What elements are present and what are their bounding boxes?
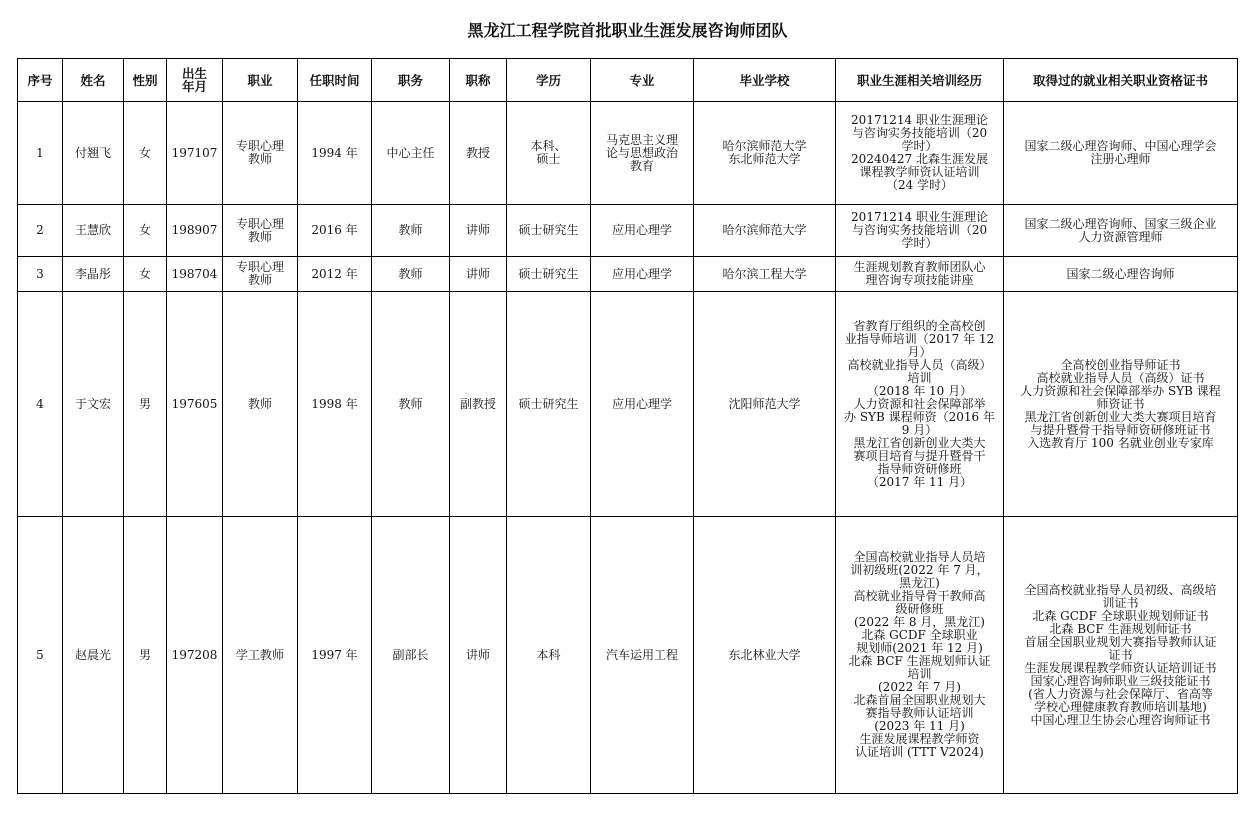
cell-start-year: 1994 年 <box>298 102 372 205</box>
cell-start-year: 1997 年 <box>298 517 372 794</box>
staff-table <box>17 58 1238 794</box>
header-education: 学历 <box>507 59 591 102</box>
cell-title: 讲师 <box>450 205 507 257</box>
cell-title: 副教授 <box>450 292 507 517</box>
cell-certificates: 全国高校就业指导人员初级、高级培 训证书 北森 GCDF 全球职业规划师证书 北森 BCF 生涯规划师证书 首届全国职业规划大赛指导教师认证 证书 生涯发展课程教学师资认证培训证书 国家心理咨询师职业三级技能证书 (省人力资源与社会保障厅、省高等 学校心理健康教育教师培训基地) 中国心理卫生协会心理咨询师证书 <box>1004 517 1238 794</box>
header-start-year: 任职时间 <box>298 59 372 102</box>
cell-certificates: 全高校创业指导师证书 高校就业指导人员（高级）证书 人力资源和社会保障部举办 SYB 课程 师资证书 黑龙江省创新创业大类大赛项目培育 与提升暨骨干指导师资研修班证书 入选教育厅 100 名就业创业专家库 <box>1004 292 1238 517</box>
header-major: 专业 <box>591 59 694 102</box>
cell-gender: 女 <box>124 205 167 257</box>
cell-index: 2 <box>18 205 63 257</box>
cell-gender: 女 <box>124 102 167 205</box>
cell-major: 应用心理学 <box>591 257 694 292</box>
header-index: 序号 <box>18 59 63 102</box>
cell-training: 省教育厅组织的全高校创 业指导师培训（2017 年 12 月） 高校就业指导人员（高级） 培训 （2018 年 10 月） 人力资源和社会保障部举 办 SYB 课程师资（2016 年 9 月） 黑龙江省创新创业大类大 赛项目培育与提升暨骨干 指导师资研修班 （2017 年 11 月） <box>836 292 1004 517</box>
cell-occupation: 专职心理 教师 <box>223 102 298 205</box>
cell-certificates: 国家二级心理咨询师、中国心理学会 注册心理师 <box>1004 102 1238 205</box>
cell-education: 本科 <box>507 517 591 794</box>
table-row <box>18 257 1238 292</box>
cell-education: 本科、 硕士 <box>507 102 591 205</box>
cell-birth: 197605 <box>167 292 223 517</box>
cell-school: 哈尔滨师范大学 <box>694 205 836 257</box>
cell-major: 应用心理学 <box>591 292 694 517</box>
header-school: 毕业学校 <box>694 59 836 102</box>
cell-gender: 女 <box>124 257 167 292</box>
cell-occupation: 专职心理 教师 <box>223 257 298 292</box>
cell-major: 马克思主义理 论与思想政治 教育 <box>591 102 694 205</box>
page-title: 黑龙江工程学院首批职业生涯发展咨询师团队 <box>467 21 788 40</box>
cell-position: 中心主任 <box>372 102 450 205</box>
cell-position: 教师 <box>372 292 450 517</box>
cell-education: 硕士研究生 <box>507 257 591 292</box>
cell-birth: 197208 <box>167 517 223 794</box>
cell-name: 于文宏 <box>63 292 124 517</box>
cell-name: 王慧欣 <box>63 205 124 257</box>
table-row <box>18 205 1238 257</box>
cell-major: 汽车运用工程 <box>591 517 694 794</box>
header-position: 职务 <box>372 59 450 102</box>
cell-school: 哈尔滨师范大学 东北师范大学 <box>694 102 836 205</box>
cell-certificates: 国家二级心理咨询师 <box>1004 257 1238 292</box>
cell-education: 硕士研究生 <box>507 205 591 257</box>
header-title: 职称 <box>450 59 507 102</box>
cell-certificates: 国家二级心理咨询师、国家三级企业 人力资源管理师 <box>1004 205 1238 257</box>
cell-school: 东北林业大学 <box>694 517 836 794</box>
cell-title: 教授 <box>450 102 507 205</box>
header-birth: 出生 年月 <box>167 59 223 102</box>
cell-index: 4 <box>18 292 63 517</box>
cell-start-year: 2012 年 <box>298 257 372 292</box>
cell-education: 硕士研究生 <box>507 292 591 517</box>
cell-training: 20171214 职业生涯理论 与咨询实务技能培训（20 学时） 20240427 北森生涯发展 课程教学师资认证培训 （24 学时） <box>836 102 1004 205</box>
cell-training: 生涯规划教育教师团队心 理咨询专项技能讲座 <box>836 257 1004 292</box>
table-row <box>18 517 1238 794</box>
header-gender: 性别 <box>124 59 167 102</box>
cell-training: 20171214 职业生涯理论 与咨询实务技能培训（20 学时） <box>836 205 1004 257</box>
cell-occupation: 学工教师 <box>223 517 298 794</box>
cell-position: 教师 <box>372 257 450 292</box>
cell-school: 哈尔滨工程大学 <box>694 257 836 292</box>
cell-birth: 197107 <box>167 102 223 205</box>
cell-start-year: 2016 年 <box>298 205 372 257</box>
cell-name: 李晶彤 <box>63 257 124 292</box>
cell-major: 应用心理学 <box>591 205 694 257</box>
cell-school: 沈阳师范大学 <box>694 292 836 517</box>
table-row <box>18 292 1238 517</box>
cell-title: 讲师 <box>450 257 507 292</box>
header-training: 职业生涯相关培训经历 <box>836 59 1004 102</box>
header-occupation: 职业 <box>223 59 298 102</box>
cell-training: 全国高校就业指导人员培 训初级班(2022 年 7 月， 黑龙江) 高校就业指导骨干教师高 级研修班 (2022 年 8 月，黑龙江) 北森 GCDF 全球职业 规划师(2021 年 12 月) 北森 BCF 生涯规划师认证 培训 (2022 年 7 月) 北森首届全国职业规划大 赛指导教师认证培训 (2023 年 11 月) 生涯发展课程教学师资 认证培训 (TTT V2024) <box>836 517 1004 794</box>
cell-index: 3 <box>18 257 63 292</box>
table-header-row <box>18 59 1238 102</box>
cell-position: 副部长 <box>372 517 450 794</box>
cell-gender: 男 <box>124 292 167 517</box>
header-certificates: 取得过的就业相关职业资格证书 <box>1004 59 1238 102</box>
cell-name: 赵晨光 <box>63 517 124 794</box>
cell-birth: 198907 <box>167 205 223 257</box>
cell-index: 5 <box>18 517 63 794</box>
cell-position: 教师 <box>372 205 450 257</box>
cell-title: 讲师 <box>450 517 507 794</box>
cell-name: 付翘飞 <box>63 102 124 205</box>
cell-birth: 198704 <box>167 257 223 292</box>
cell-occupation: 教师 <box>223 292 298 517</box>
cell-index: 1 <box>18 102 63 205</box>
table-row <box>18 102 1238 205</box>
header-name: 姓名 <box>63 59 124 102</box>
cell-gender: 男 <box>124 517 167 794</box>
cell-occupation: 专职心理 教师 <box>223 205 298 257</box>
cell-start-year: 1998 年 <box>298 292 372 517</box>
